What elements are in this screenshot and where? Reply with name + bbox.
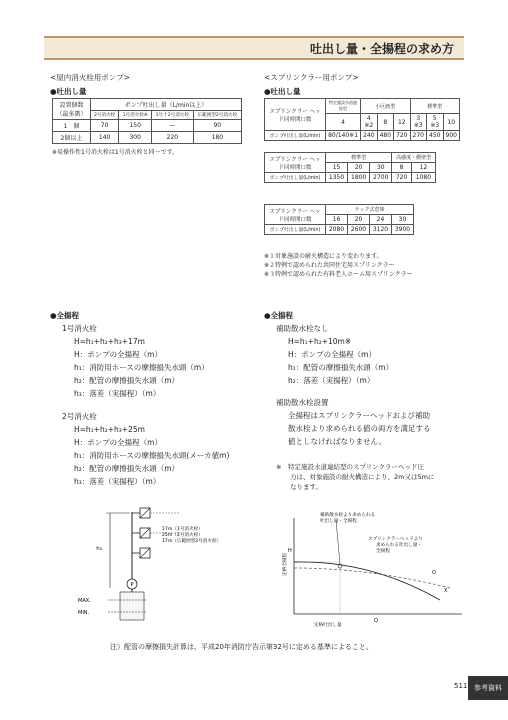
hydrant-height-label: 17m（1号消火栓） xyxy=(162,527,203,532)
col-flow-header: ポンプ吐出し量（L/min以上） xyxy=(90,99,241,111)
col-count-header: 設置個数 （最多階） xyxy=(53,99,91,120)
pump-curve-diagram xyxy=(280,508,470,628)
callout-aux: 吐出し量・全揚程 xyxy=(320,519,357,524)
indoor-hydrant-flow-table xyxy=(52,98,242,144)
y-axis-title: 定格全揚程 xyxy=(283,553,288,576)
callout-aux: 補助散水栓より求められる xyxy=(320,513,376,518)
sub-header: 1号十2号消火栓 xyxy=(152,111,194,120)
curve-o-label: O xyxy=(432,570,436,576)
hydrant-height-label: 17m（広範囲型2号消火栓） xyxy=(162,539,222,544)
callout-sprinkler: スプリンクラーヘッドより xyxy=(368,537,423,542)
sprinkler-aux-block: 補助散水栓設置 全揚程はスプリンクラーヘッドおよび補助 散水栓より求められる値の両方を満足する 値としなければなりません。 xyxy=(276,398,431,446)
indoor-hydrant-diagram xyxy=(70,500,270,630)
table-row: 1 個 70 150 — 90 xyxy=(53,120,242,132)
sprinkler-flow-table-3: スプリンクラー ヘッド同時開口数 ラック式倉庫 16 20 24 30 ポンプ吐出し量(L/min) 2080 2600 3120 3900 xyxy=(264,204,414,235)
page-title-bar xyxy=(44,36,464,60)
sub-header: 広範囲型2号消火栓 xyxy=(193,111,241,120)
pump-label: P xyxy=(130,582,134,588)
left-head-heading: ●全揚程 xyxy=(50,311,80,320)
callout-sprinkler: 求められる吐出し量・ xyxy=(376,543,422,548)
table-row: 2個以上 140 300 220 180 xyxy=(53,132,242,144)
table-row: ポンプ吐出し量(L/min) 2080 2600 3120 3900 xyxy=(265,225,414,235)
table-row: ポンプ吐出し量(L/min) 1350 1800 2700 720 1080 xyxy=(265,173,436,183)
left-flow-heading: ●吐出し量 xyxy=(50,87,87,96)
hydrant-height-label: 25m（2号消火栓） xyxy=(162,533,203,538)
right-head-heading: ●全揚程 xyxy=(264,311,294,320)
curve-x-label: X xyxy=(444,588,448,594)
min-label: MIN. xyxy=(78,610,90,616)
page-title: 吐出し量・全揚程の求め方 xyxy=(309,42,454,56)
axis-h-label: H xyxy=(288,548,292,554)
sprinkler-flow-table-2: スプリンクラー ヘッド同時開口数 標準型 高感度・側壁型 15 20 30 8 12 ポンプ吐出し量(L/min) 1350 1800 2700 720 1080 xyxy=(264,152,436,183)
sprinkler-aux-note: ※ 特定施設水道連結型のスプリンクラーヘッド圧 力は、対象施設の耐火構造により、2m又は5mに なります。 xyxy=(276,463,435,491)
sub-header: 2号消火栓 xyxy=(90,111,118,120)
footer-note: 注）配管の摩擦損失計算は、平成20年消防庁告示第32号に定める基準によること。 xyxy=(110,643,373,651)
callout-sprinkler: 全揚程 xyxy=(376,549,390,554)
side-tab-reference[interactable]: 参考資料 xyxy=(468,676,508,700)
sub-header: 1号消火栓※ xyxy=(119,111,152,120)
h3-label: h₃ xyxy=(96,546,102,552)
x-axis-title: 定格吐出し量 xyxy=(314,623,342,628)
table-row: ポンプ吐出し量(L/min) 80/140※1 240 480 720 270 450 900 xyxy=(265,131,460,141)
hydrant2-block: 2号消火栓 H=h₁+h₂+h₃+25m H：ポンプの全揚程（m） h₁：消防用ホースの摩擦損失水頭(メーカ値m) h₂：配管の摩擦損失水頭（m） h₃：落差（実揚程）（m） xyxy=(62,412,230,486)
page-number: 511 xyxy=(454,682,468,690)
sprinkler-notes: ※１対象施設の耐火構造により変わります。 ※２特例で認められた共同住宅用スプリンクラー ※３特例で認められた有料老人ホーム用スプリンクラー xyxy=(264,253,413,278)
left-section-title: <屋内消火栓用ポンプ> xyxy=(50,73,131,82)
axis-q-label: Q xyxy=(374,618,378,624)
sprinkler-flow-table-1: スプリンクラー ヘッド同時開口数 特定施設水道連結型 小区画型 標準型 4 4 ※2 8 12 3 ※3 5 ※3 10 ポンプ吐出し量(L/min) 80/140※1 240 480 720 270 450 900 xyxy=(264,98,460,141)
left-table-note: ※易操作性1号消火栓は1号消火栓と同一です。 xyxy=(52,149,179,156)
max-label: MAX. xyxy=(78,598,91,604)
right-flow-heading: ●吐出し量 xyxy=(264,87,301,96)
hydrant1-block: 1号消火栓 H=h₁+h₂+h₃+17m H：ポンプの全揚程（m） h₁：消防用ホースの摩擦損失水頭（m） h₂：配管の摩擦損失水頭（m） h₃：落差（実揚程）（m） xyxy=(62,324,209,398)
water-tank xyxy=(120,592,144,620)
sprinkler-no-aux-block: 補助散水栓なし H=h₁+h₂+10m※ H：ポンプの全揚程（m） h₁：配管の摩擦損失水頭（m） h₂：落差（実揚程）（m） xyxy=(276,324,394,385)
right-section-title: <スプリンクラー用ポンプ> xyxy=(264,73,359,82)
